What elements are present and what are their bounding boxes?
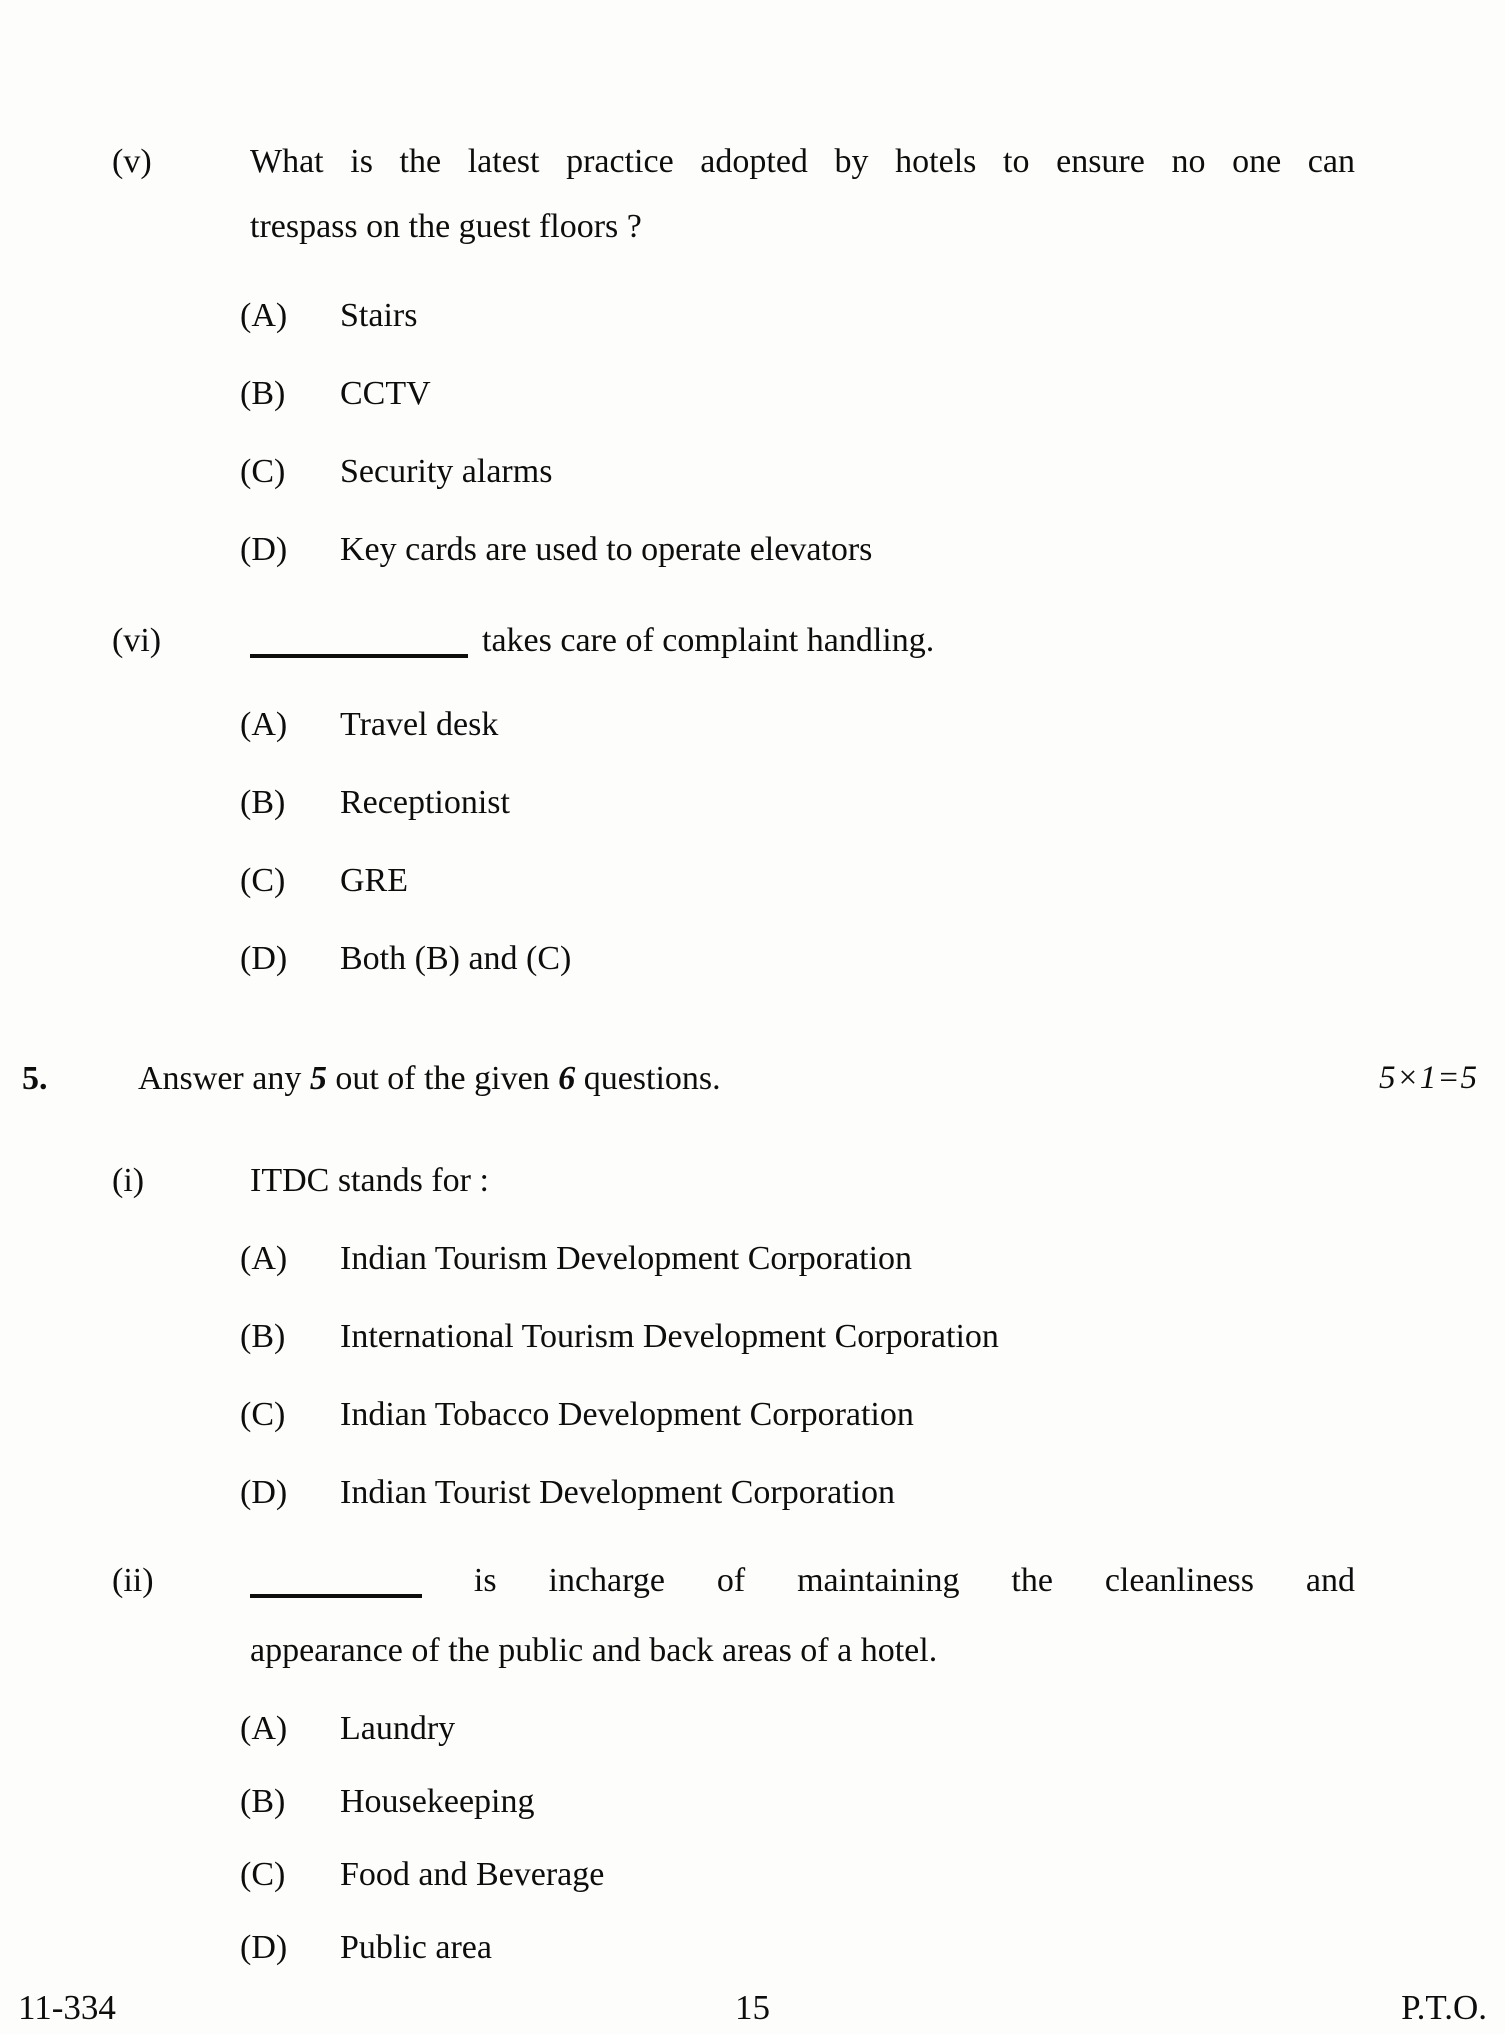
- question-i-text: ITDC stands for :: [250, 1162, 489, 1199]
- option-letter: (C): [240, 862, 286, 899]
- option-text: CCTV: [340, 375, 431, 412]
- question-vi-text: takes care of complaint handling.: [482, 622, 935, 659]
- option-letter: (C): [240, 1856, 286, 1893]
- question-ii-line1-text: is incharge of maintaining the cleanliness and: [473, 1562, 1356, 1599]
- paper-code: 11-334: [18, 1988, 116, 2027]
- question-v-line2: trespass on the guest floors ?: [250, 208, 642, 245]
- option-text: Key cards are used to operate elevators: [340, 531, 873, 568]
- option-text: Receptionist: [340, 784, 510, 821]
- option-text: Security alarms: [340, 453, 553, 490]
- option-letter: (B): [240, 375, 286, 412]
- option-text: Indian Tourist Development Corporation: [340, 1474, 896, 1511]
- option-letter: (B): [240, 1783, 286, 1820]
- question-ii-line2: appearance of the public and back areas of a hotel.: [250, 1632, 938, 1669]
- option-text: Both (B) and (C): [340, 940, 572, 977]
- option-text: Stairs: [340, 297, 418, 334]
- question-vi-line: [250, 622, 934, 660]
- question-5-text: [138, 1060, 721, 1098]
- option-text: Indian Tourism Development Corporation: [340, 1240, 913, 1277]
- option-text: Travel desk: [340, 706, 499, 743]
- option-text: GRE: [340, 862, 408, 899]
- question-vi-label: (vi): [112, 622, 162, 659]
- question-v-line1: [250, 143, 1355, 181]
- option-letter: (D): [240, 531, 288, 568]
- pto-label: P.T.O.: [1401, 1988, 1487, 2027]
- fill-in-blank-line: [250, 1592, 422, 1598]
- option-letter: (A): [240, 1240, 288, 1277]
- option-text: Housekeeping: [340, 1783, 535, 1820]
- page-number: 15: [735, 1988, 770, 2027]
- option-letter: (A): [240, 706, 288, 743]
- option-letter: (B): [240, 784, 286, 821]
- question-v-line1-text: What is the latest practice adopted by hotels to ensure no one can: [250, 143, 1355, 180]
- question-ii-label: (ii): [112, 1562, 154, 1599]
- marks-allocation: 5×1=5: [1378, 1060, 1478, 1096]
- option-letter: (D): [240, 940, 288, 977]
- fill-in-blank-line: [250, 652, 468, 658]
- option-letter: (A): [240, 297, 288, 334]
- option-letter: (C): [240, 1396, 286, 1433]
- question-5-count: 6: [558, 1060, 576, 1097]
- question-5-text-part: out of the given: [326, 1060, 559, 1097]
- option-letter: (B): [240, 1318, 286, 1355]
- question-5-number: 5.: [22, 1060, 48, 1097]
- option-letter: (D): [240, 1474, 288, 1511]
- option-text: Laundry: [340, 1710, 456, 1747]
- option-letter: (A): [240, 1710, 288, 1747]
- question-v-label: (v): [112, 143, 152, 180]
- question-5-count: 5: [309, 1060, 327, 1097]
- option-text: Public area: [340, 1929, 492, 1966]
- option-letter: (D): [240, 1929, 288, 1966]
- option-text: Food and Beverage: [340, 1856, 605, 1893]
- question-ii-line1: [250, 1562, 1355, 1600]
- question-5-text-part: questions.: [575, 1060, 721, 1097]
- option-text: Indian Tobacco Development Corporation: [340, 1396, 914, 1433]
- option-text: International Tourism Development Corporation: [340, 1318, 999, 1355]
- option-letter: (C): [240, 453, 286, 490]
- question-5-text-part: Answer any: [138, 1060, 310, 1097]
- question-i-label: (i): [112, 1162, 145, 1199]
